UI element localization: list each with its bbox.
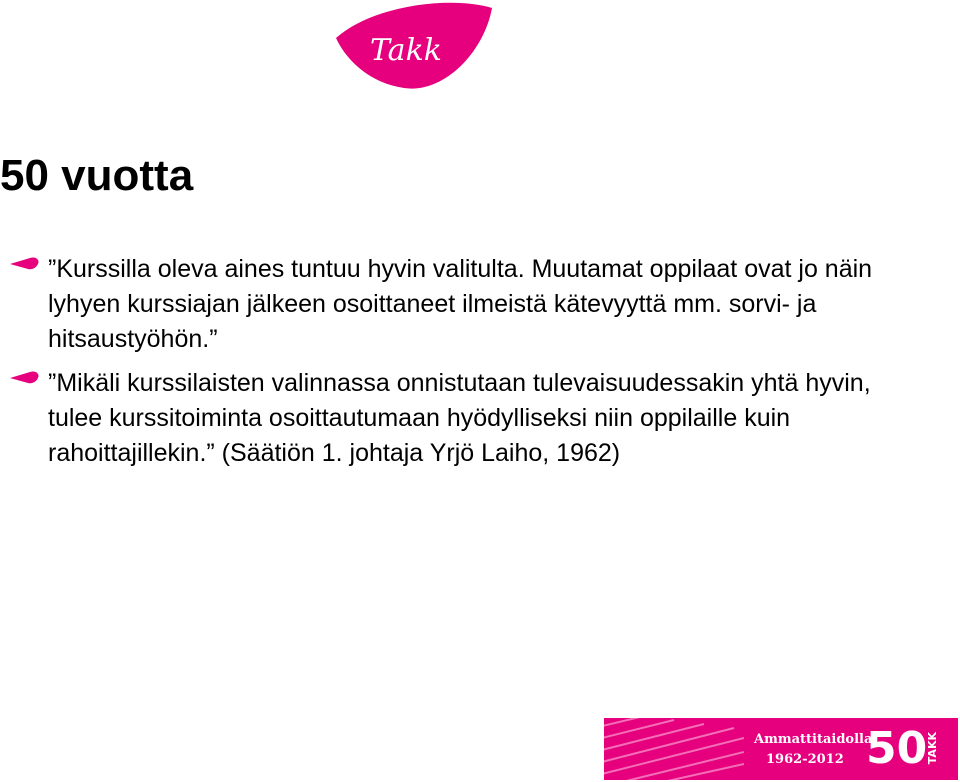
banner-brand: TAKK	[926, 732, 939, 765]
takk-logo	[334, 2, 496, 92]
banner-subtitle: Ammattitaidolla	[754, 732, 873, 747]
bullet-text: ”Kurssilla oleva aines tuntuu hyvin valitulta. Muutamat oppilaat ovat jo näin lyhyen kurssiajan jälkeen osoittaneet ilmeistä kätevyyttä mm. sorvi- ja hitsaustyöhön.”	[48, 255, 873, 353]
bullet-arrow-icon	[10, 256, 40, 272]
stripes-decoration	[604, 718, 744, 780]
banner-years: 1962-2012	[766, 752, 844, 767]
banner-number: 50	[866, 723, 928, 774]
bullet-arrow-icon	[10, 370, 40, 386]
anniversary-banner	[604, 718, 958, 780]
page-title: 50 vuotta	[0, 151, 194, 200]
bullet-text: ”Mikäli kurssilaisten valinnassa onnistutaan tulevaisuudessakin yhtä hyvin, tulee kurssitoiminta osoittautumaan hyödylliseksi niin oppilaille kuin rahoittajillekin.” (Säätiön 1. johtaja Yrjö Laiho, 1962)	[48, 369, 871, 467]
logo-text: Takk	[370, 33, 442, 68]
